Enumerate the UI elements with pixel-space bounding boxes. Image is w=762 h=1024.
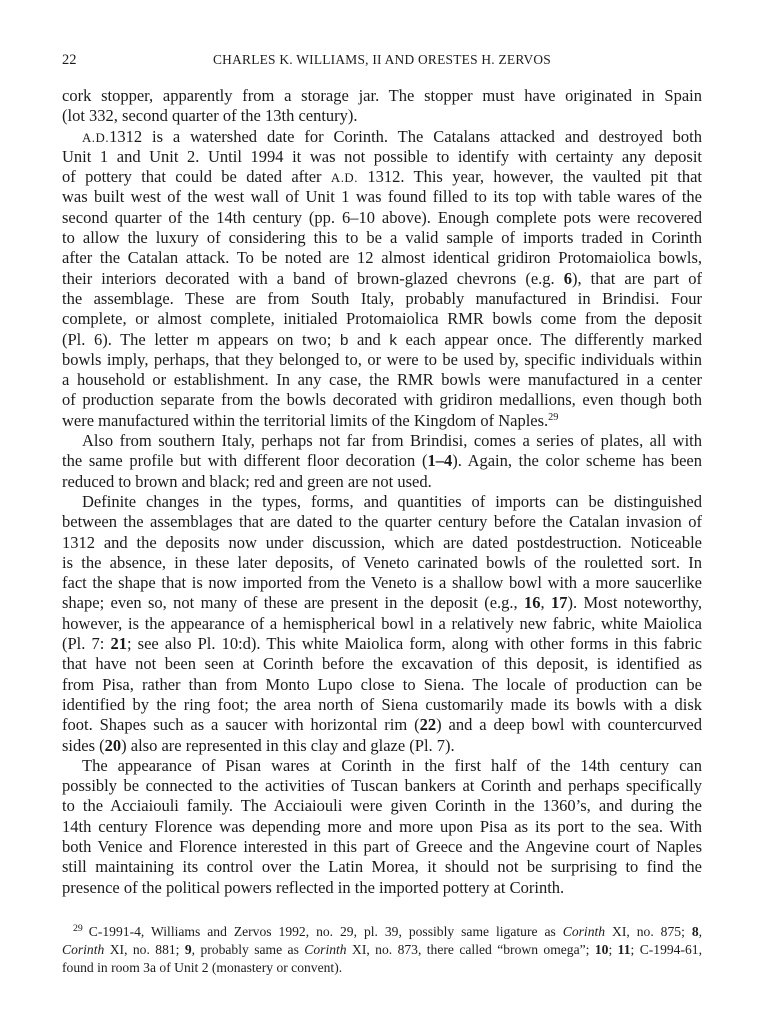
text-run: however, is the appearance of a hemispherical bowl in a relatively new fabric, white Maiolica — [62, 613, 702, 633]
text-line — [62, 533, 702, 553]
text-line — [62, 187, 702, 207]
body-text — [62, 86, 702, 898]
text-run: fact the shape that is now imported from the Veneto is a shallow bowl with a more saucerlike — [62, 573, 702, 593]
text-run: Definite changes in the types, forms, and quantities of imports can be distinguished — [82, 491, 702, 511]
text-run: XI, no. 875; — [605, 924, 692, 939]
text-run: second quarter of the 14th century (pp. 6–10 above). Enough complete pots were recovered — [62, 207, 702, 227]
text-run: (lot 332, second quarter of the 13th century). — [62, 106, 358, 126]
era-abbreviation: A.D. — [82, 130, 110, 145]
text-line — [62, 127, 702, 147]
text-line — [62, 857, 702, 877]
text-run: to the Acciaiouli family. The Acciaiouli were given Corinth in the 1360’s, and during the — [62, 796, 702, 816]
text-run: was built west of the west wall of Unit 1 was found filled to its top with table wares of the — [62, 187, 702, 207]
text-line — [62, 593, 702, 613]
text-line — [62, 248, 702, 268]
footnote-line — [62, 941, 702, 959]
text-line — [62, 208, 702, 228]
text-run: a household or establishment. In any case, the RMR bowls were manufactured in a center — [62, 370, 702, 390]
catalogue-number: 11 — [617, 942, 631, 958]
text-run: C-1991-4, Williams and Zervos 1992, no. 29, pl. 39, possibly same ligature as — [88, 924, 563, 939]
text-run: ) and a deep bowl with countercurved — [436, 715, 702, 735]
text-line — [62, 736, 702, 756]
catalogue-number: 20 — [104, 735, 122, 755]
text-run: shape; even so, not many of these are present in the deposit (e.g., — [62, 593, 525, 613]
body-paragraph — [62, 127, 702, 431]
publication-title: Corinth — [62, 942, 105, 958]
text-line — [62, 472, 702, 492]
text-line — [62, 512, 702, 532]
text-run: still maintaining its control over the Latin Morea, it should not be surprising to find the — [62, 857, 702, 877]
text-line — [62, 553, 702, 573]
text-run: sides ( — [62, 735, 105, 755]
text-run: found in room 3a of Unit 2 (monastery or convent). — [62, 960, 343, 976]
text-line — [62, 411, 702, 431]
text-line — [62, 817, 702, 837]
text-run: , — [698, 924, 703, 939]
text-line — [62, 756, 702, 776]
text-line — [62, 492, 702, 512]
text-run: reduced to brown and black; red and green are not used. — [62, 471, 432, 491]
text-line — [62, 370, 702, 390]
text-line — [62, 86, 702, 106]
catalogue-number: 9 — [184, 942, 192, 958]
letter-mark: m — [196, 331, 210, 349]
text-line — [62, 269, 702, 289]
text-run: identified by the ring foot; the area north of Siena customarily made its bowls with a disk — [62, 694, 702, 714]
text-line — [62, 350, 702, 370]
text-run: ). Again, the color scheme has been — [452, 451, 702, 471]
text-run: ), that are part of — [571, 268, 702, 288]
text-run: to allow the luxury of considering this to be a valid sample of imports traded in Corinth — [62, 228, 702, 248]
text-run: after the Catalan attack. To be noted are 12 almost identical gridiron Protomaiolica bowls, — [62, 248, 702, 268]
running-header — [62, 52, 702, 68]
publication-title: Corinth — [304, 942, 347, 958]
text-line — [62, 147, 702, 167]
text-line — [62, 330, 702, 350]
text-line — [62, 715, 702, 735]
era-abbreviation: A.D. — [330, 171, 358, 186]
text-run: , probably same as — [191, 942, 305, 958]
text-line — [62, 837, 702, 857]
text-run: cork stopper, apparently from a storage jar. The stopper must have originated in Spain — [62, 86, 702, 105]
text-run: 1312 is a watershed date for Corinth. The Catalans attacked and destroyed both — [109, 126, 702, 146]
footnote-line — [62, 959, 702, 977]
text-line — [62, 695, 702, 715]
body-paragraph — [62, 86, 702, 127]
text-run: presence of the political powers reflected in the imported pottery at Corinth. — [62, 877, 565, 897]
text-line — [62, 228, 702, 248]
text-line — [62, 614, 702, 634]
text-run: of production separate from the bowls decorated with gridiron medallions, even though both — [62, 390, 702, 410]
catalogue-number: 8 — [691, 924, 699, 939]
text-run: appears on two; — [209, 329, 340, 349]
text-run: ; — [608, 942, 618, 958]
text-run: , — [540, 593, 552, 613]
text-run: ). Most noteworthy, — [567, 593, 702, 613]
text-run: XI, no. 881; — [104, 942, 185, 958]
text-line — [62, 309, 702, 329]
footnote-line — [62, 923, 702, 941]
footnote-number: 29 — [73, 923, 83, 935]
text-run: (Pl. 6). The letter — [62, 329, 197, 349]
catalogue-number: 1–4 — [427, 451, 453, 471]
text-line — [62, 451, 702, 471]
text-run: bowls imply, perhaps, that they belonged to, or were to be used by, specific individuals within — [62, 349, 702, 369]
footnotes — [62, 923, 702, 978]
page-number: 22 — [62, 52, 77, 68]
text-line — [62, 878, 702, 898]
text-line — [62, 106, 702, 126]
text-line — [62, 654, 702, 674]
catalogue-number: 17 — [551, 593, 568, 613]
text-run: ) also are represented in this clay and glaze (Pl. 7). — [121, 735, 455, 755]
footnote-reference: 29 — [548, 411, 559, 423]
text-run: the assemblage. These are from South Italy, probably manufactured in Brindisi. Four — [62, 288, 702, 308]
text-run: of pottery that could be dated after — [62, 167, 331, 187]
text-run: (Pl. 7: — [62, 634, 111, 654]
text-run: their interiors decorated with a band of brown-glazed chevrons (e.g. — [62, 268, 564, 288]
text-line — [62, 634, 702, 654]
text-run: The appearance of Pisan wares at Corinth in the first half of the 14th century can — [82, 755, 702, 775]
text-line — [62, 431, 702, 451]
text-line — [62, 776, 702, 796]
catalogue-number: 10 — [594, 942, 609, 958]
catalogue-number: 22 — [419, 715, 437, 735]
text-line — [62, 167, 702, 187]
text-run: ; see also Pl. 10:d). This white Maiolica form, along with other forms in this fabric — [126, 634, 702, 654]
catalogue-number: 21 — [110, 634, 127, 654]
text-run: XI, no. 873, there called “brown omega”; — [346, 942, 595, 958]
text-line — [62, 573, 702, 593]
text-run: that have not been seen at Corinth before the excavation of this deposit, is identified as — [62, 654, 702, 674]
text-run: complete, or almost complete, initialed Protomaiolica RMR bowls come from the deposit — [62, 309, 702, 329]
text-run: from Pisa, rather than from Monto Lupo close to Siena. The locale of production can be — [62, 674, 702, 694]
text-run: Also from southern Italy, perhaps not far from Brindisi, comes a series of plates, all with — [82, 431, 702, 451]
text-run: ; C-1994-61, — [630, 942, 702, 958]
publication-title: Corinth — [562, 924, 606, 939]
body-paragraph — [62, 492, 702, 756]
text-run: the same profile but with different floor decoration ( — [62, 451, 428, 471]
text-run: 1312. This year, however, the vaulted pit that — [357, 167, 702, 187]
text-line — [62, 675, 702, 695]
footnote — [62, 923, 702, 978]
text-run: possibly be connected to the activities of Tuscan bankers at Corinth and perhaps specifically — [62, 776, 702, 796]
letter-mark: b — [339, 331, 349, 349]
text-run: foot. Shapes such as a saucer with horizontal rim ( — [62, 715, 420, 735]
body-paragraph — [62, 756, 702, 898]
text-run: Unit 1 and Unit 2. Until 1994 it was not possible to identify with certainty any deposit — [62, 146, 702, 166]
text-run: each appear once. The differently marked — [396, 329, 702, 349]
text-line — [62, 796, 702, 816]
catalogue-number: 6 — [563, 268, 572, 288]
text-run: is the absence, in these later deposits, of Veneto carinated bowls of the rouletted sort. In — [62, 552, 702, 572]
catalogue-number: 16 — [524, 593, 541, 613]
text-line — [62, 289, 702, 309]
running-head-authors: CHARLES K. WILLIAMS, II AND ORESTES H. ZERVOS — [212, 52, 551, 67]
text-run: 14th century Florence was depending more and more upon Pisa as its port to the sea. With — [62, 816, 702, 836]
body-paragraph — [62, 431, 702, 492]
text-run: and — [348, 329, 390, 349]
text-line — [62, 390, 702, 410]
letter-mark: k — [389, 331, 397, 349]
text-run: were manufactured within the territorial limits of the Kingdom of Naples. — [62, 410, 549, 430]
text-run: both Venice and Florence interested in this part of Greece and the Angevine court of Naples — [62, 836, 702, 856]
text-run: between the assemblages that are dated to the quarter century before the Catalan invasion of — [62, 512, 702, 532]
text-run: 1312 and the deposits now under discussion, which are dated postdestruction. Noticeable — [62, 532, 702, 552]
